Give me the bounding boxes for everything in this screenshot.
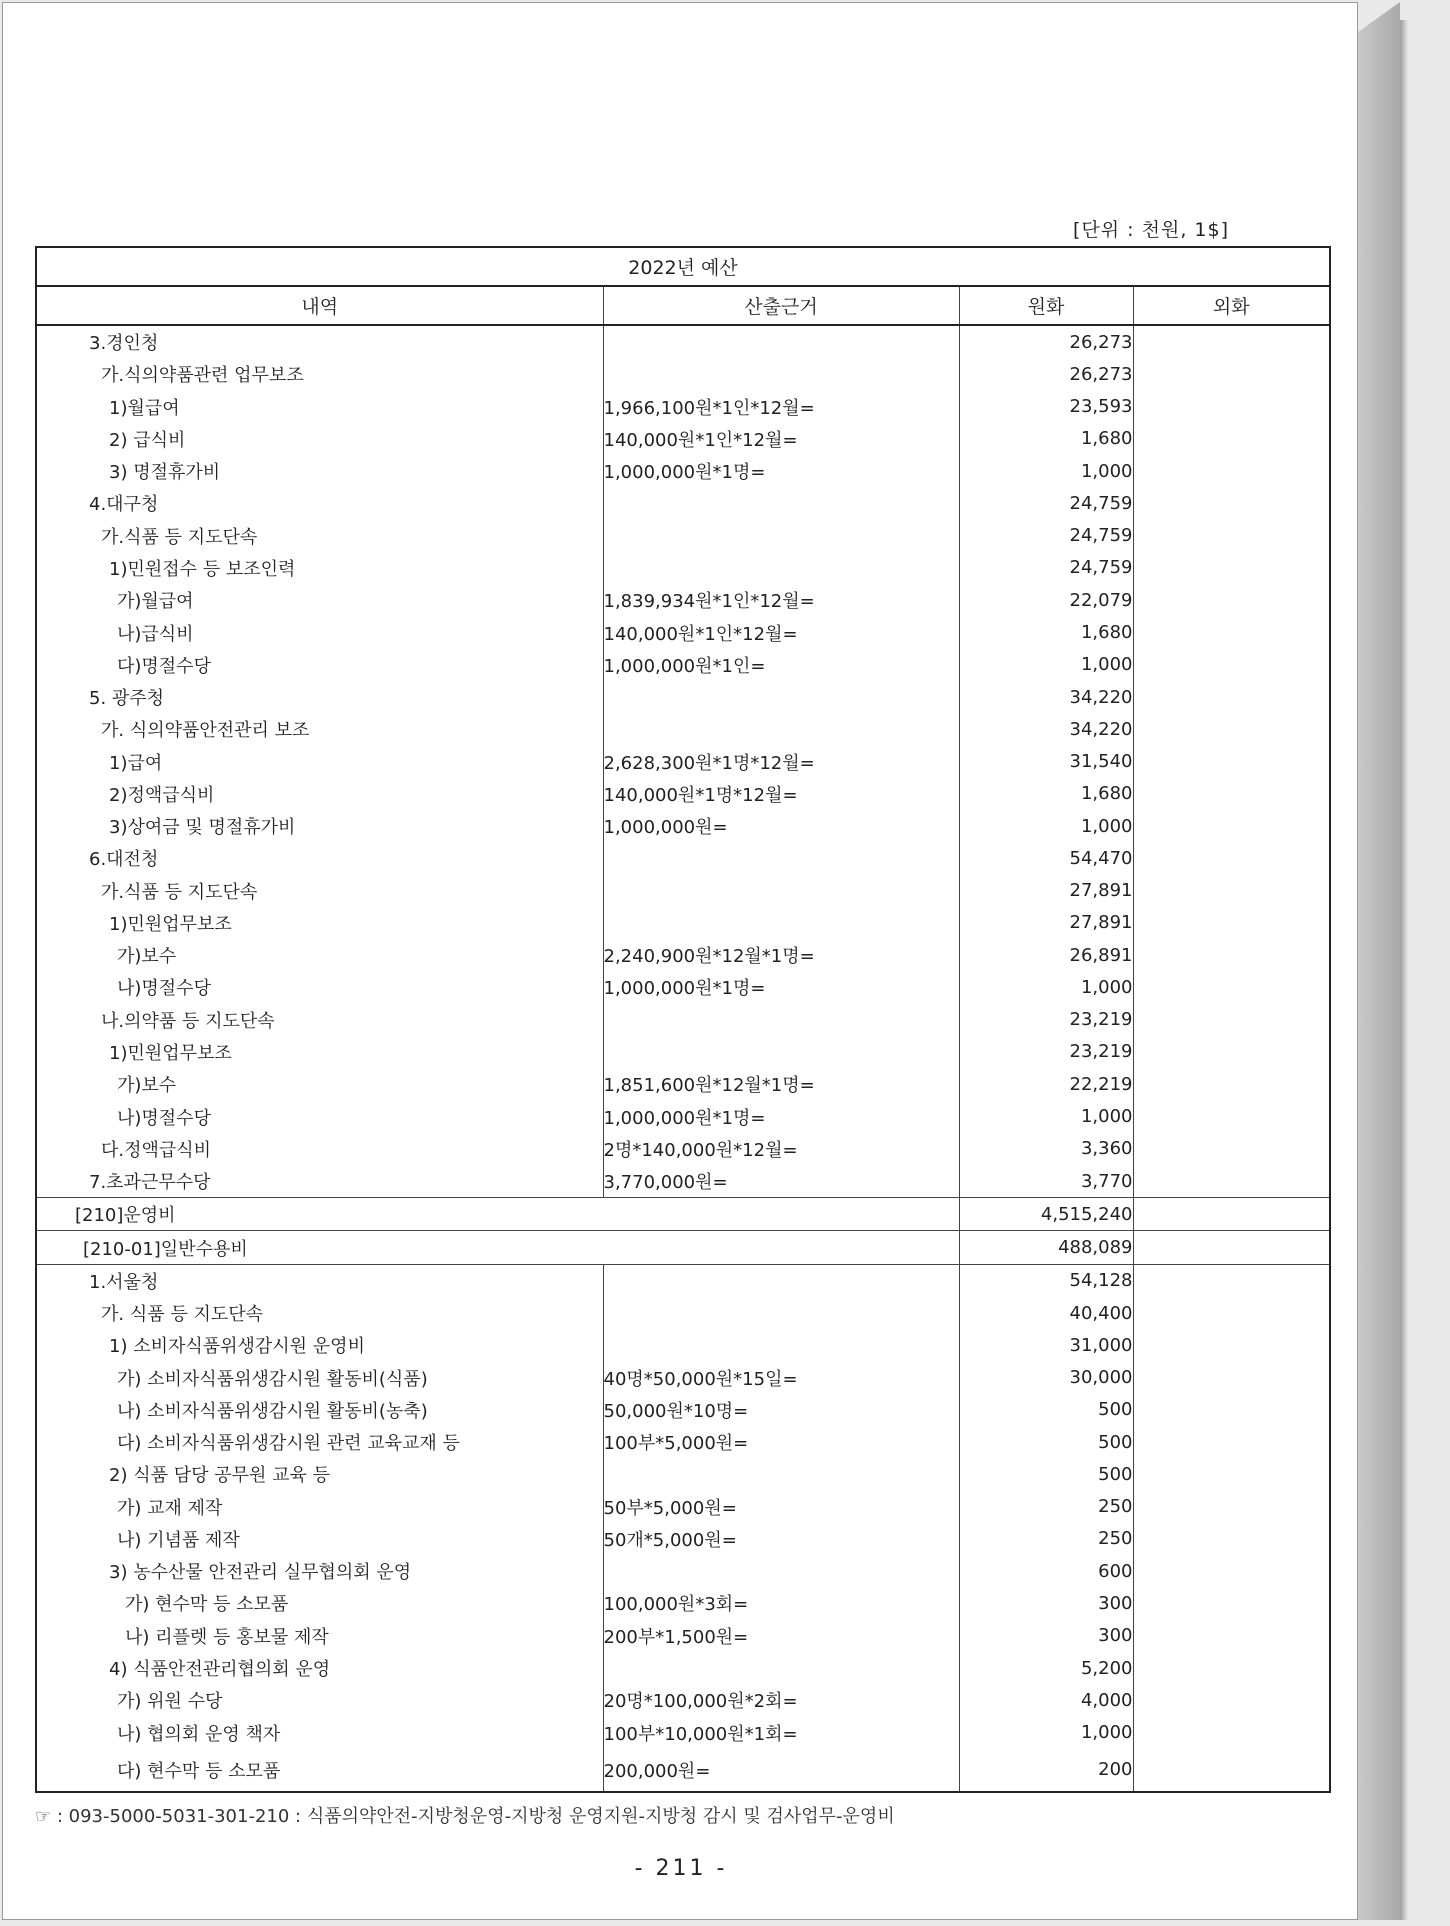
row-krw-amount: 54,128: [959, 1264, 1133, 1297]
row-krw-amount: 54,470: [959, 842, 1133, 874]
row-basis: [603, 713, 959, 745]
row-description: 다) 현수막 등 소모품: [36, 1749, 603, 1792]
table-row: [36, 358, 1330, 390]
row-krw-amount: 34,220: [959, 713, 1133, 745]
row-krw-amount: 23,219: [959, 1036, 1133, 1068]
row-basis: 1,851,600원*12월*1명=: [603, 1068, 959, 1100]
row-basis: 1,000,000원*1인=: [603, 649, 959, 681]
table-row: [36, 552, 1330, 584]
row-description: 가) 위원 수당: [36, 1684, 603, 1716]
row-description: 나)명절수당: [36, 1100, 603, 1132]
table-row: [36, 1100, 1330, 1132]
row-foreign-amount: [1133, 487, 1330, 519]
table-row: [36, 1426, 1330, 1458]
table-row: [36, 1004, 1330, 1036]
row-description: 3) 명절휴가비: [36, 455, 603, 487]
table-row: [36, 875, 1330, 907]
row-description: 가.식품 등 지도단속: [36, 520, 603, 552]
table-row: [36, 1362, 1330, 1394]
table-title-row: [36, 247, 1330, 286]
row-foreign-amount: [1133, 713, 1330, 745]
row-foreign-amount: [1133, 358, 1330, 390]
row-description: 6.대전청: [36, 842, 603, 874]
row-krw-amount: 22,219: [959, 1068, 1133, 1100]
row-basis: 1,000,000원*1명=: [603, 1100, 959, 1132]
row-basis: [603, 875, 959, 907]
row-description: 나) 리플렛 등 홍보물 제작: [36, 1620, 603, 1652]
row-basis: [603, 1004, 959, 1036]
row-krw-amount: 1,000: [959, 1100, 1133, 1132]
row-foreign-amount: [1133, 907, 1330, 939]
row-krw-amount: 31,540: [959, 745, 1133, 777]
row-basis: 100,000원*3회=: [603, 1587, 959, 1619]
table-row: [36, 1749, 1330, 1792]
row-krw-amount: 26,273: [959, 358, 1133, 390]
row-basis: 100부*5,000원=: [603, 1426, 959, 1458]
row-krw-amount: 300: [959, 1620, 1133, 1652]
row-description: 가) 현수막 등 소모품: [36, 1587, 603, 1619]
row-basis: 140,000원*1인*12월=: [603, 616, 959, 648]
row-foreign-amount: [1133, 325, 1330, 358]
row-foreign-amount: [1133, 1004, 1330, 1036]
row-basis: [603, 325, 959, 358]
table-row: [36, 1684, 1330, 1716]
row-description: 7.초과근무수당: [36, 1165, 603, 1198]
row-description: 1)월급여: [36, 391, 603, 423]
row-basis: [603, 1329, 959, 1361]
row-krw-amount: 3,360: [959, 1133, 1133, 1165]
page-edge-fold: [1358, 2, 1400, 32]
table-row: [36, 325, 1330, 358]
table-row: [36, 1652, 1330, 1684]
table-row: [36, 1036, 1330, 1068]
row-foreign-amount: [1133, 1458, 1330, 1490]
row-foreign-amount: [1133, 842, 1330, 874]
header-basis: 산출근거: [603, 286, 959, 325]
table-row: [36, 1458, 1330, 1490]
table-row: [36, 1491, 1330, 1523]
row-krw-amount: 24,759: [959, 487, 1133, 519]
table-row: [36, 1523, 1330, 1555]
row-foreign-amount: [1133, 745, 1330, 777]
row-krw-amount: 27,891: [959, 875, 1133, 907]
budget-table: [35, 246, 1331, 1793]
row-krw-amount: 22,079: [959, 584, 1133, 616]
row-basis: [603, 487, 959, 519]
row-description: 가. 식품 등 지도단속: [36, 1297, 603, 1329]
row-krw-amount: 23,219: [959, 1004, 1133, 1036]
row-description: [210]운영비: [36, 1198, 959, 1231]
row-krw-amount: 24,759: [959, 520, 1133, 552]
row-description: 가) 소비자식품위생감시원 활동비(식품): [36, 1362, 603, 1394]
table-row: [36, 971, 1330, 1003]
row-foreign-amount: [1133, 810, 1330, 842]
row-foreign-amount: [1133, 649, 1330, 681]
table-row: [36, 1329, 1330, 1361]
row-foreign-amount: [1133, 1426, 1330, 1458]
row-basis: 1,966,100원*1인*12월=: [603, 391, 959, 423]
row-basis: 50부*5,000원=: [603, 1491, 959, 1523]
row-description: 1)민원업무보조: [36, 907, 603, 939]
row-krw-amount: 23,593: [959, 391, 1133, 423]
row-basis: [603, 681, 959, 713]
table-row: [36, 745, 1330, 777]
row-krw-amount: 30,000: [959, 1362, 1133, 1394]
table-row: [36, 810, 1330, 842]
table-title: 2022년 예산: [36, 247, 1330, 286]
row-description: 1)급여: [36, 745, 603, 777]
row-foreign-amount: [1133, 584, 1330, 616]
table-row: [36, 939, 1330, 971]
row-foreign-amount: [1133, 423, 1330, 455]
row-basis: 200부*1,500원=: [603, 1620, 959, 1652]
row-description: 3) 농수산물 안전관리 실무협의회 운영: [36, 1555, 603, 1587]
table-row: [36, 907, 1330, 939]
table-row: [36, 1231, 1330, 1264]
row-basis: [603, 1652, 959, 1684]
table-row: [36, 455, 1330, 487]
row-krw-amount: 1,000: [959, 455, 1133, 487]
row-description: 3)상여금 및 명절휴가비: [36, 810, 603, 842]
table-row: [36, 1620, 1330, 1652]
row-basis: 2,628,300원*1명*12월=: [603, 745, 959, 777]
row-foreign-amount: [1133, 1749, 1330, 1792]
row-krw-amount: 31,000: [959, 1329, 1133, 1361]
row-description: 가.식품 등 지도단속: [36, 875, 603, 907]
row-krw-amount: 1,680: [959, 778, 1133, 810]
row-basis: [603, 1264, 959, 1297]
row-foreign-amount: [1133, 1620, 1330, 1652]
row-description: 가)월급여: [36, 584, 603, 616]
table-row: [36, 1198, 1330, 1231]
table-row: [36, 778, 1330, 810]
row-foreign-amount: [1133, 681, 1330, 713]
row-krw-amount: 26,891: [959, 939, 1133, 971]
row-description: 2) 급식비: [36, 423, 603, 455]
row-foreign-amount: [1133, 875, 1330, 907]
row-krw-amount: 488,089: [959, 1231, 1133, 1264]
header-description: 내역: [36, 286, 603, 325]
row-krw-amount: 500: [959, 1394, 1133, 1426]
row-basis: 1,000,000원*1명=: [603, 455, 959, 487]
table-row: [36, 391, 1330, 423]
row-foreign-amount: [1133, 1587, 1330, 1619]
row-description: 1.서울청: [36, 1264, 603, 1297]
table-row: [36, 681, 1330, 713]
row-foreign-amount: [1133, 616, 1330, 648]
row-krw-amount: 200: [959, 1749, 1133, 1792]
table-row: [36, 1165, 1330, 1198]
row-foreign-amount: [1133, 520, 1330, 552]
row-basis: [603, 1297, 959, 1329]
table-header-row: [36, 286, 1330, 325]
row-krw-amount: 1,000: [959, 1716, 1133, 1748]
row-basis: 20명*100,000원*2회=: [603, 1684, 959, 1716]
row-foreign-amount: [1133, 1555, 1330, 1587]
row-basis: 140,000원*1명*12월=: [603, 778, 959, 810]
row-foreign-amount: [1133, 971, 1330, 1003]
row-foreign-amount: [1133, 1165, 1330, 1198]
row-basis: 140,000원*1인*12월=: [603, 423, 959, 455]
table-row: [36, 842, 1330, 874]
unit-label: [단위 : 천원, 1$]: [1073, 219, 1229, 241]
table-row: [36, 1264, 1330, 1297]
row-foreign-amount: [1133, 1297, 1330, 1329]
row-foreign-amount: [1133, 1100, 1330, 1132]
page-edge: [1358, 2, 1400, 1920]
row-krw-amount: 1,000: [959, 971, 1133, 1003]
row-krw-amount: 34,220: [959, 681, 1133, 713]
row-basis: [603, 907, 959, 939]
table-row: [36, 1555, 1330, 1587]
row-foreign-amount: [1133, 778, 1330, 810]
row-foreign-amount: [1133, 1394, 1330, 1426]
row-basis: 1,839,934원*1인*12월=: [603, 584, 959, 616]
row-foreign-amount: [1133, 1716, 1330, 1748]
row-foreign-amount: [1133, 391, 1330, 423]
row-description: [210-01]일반수용비: [36, 1231, 959, 1264]
row-foreign-amount: [1133, 1036, 1330, 1068]
row-foreign-amount: [1133, 1068, 1330, 1100]
row-basis: 2명*140,000원*12월=: [603, 1133, 959, 1165]
header-foreign: 외화: [1133, 286, 1330, 325]
row-krw-amount: 4,000: [959, 1684, 1133, 1716]
row-description: 다) 소비자식품위생감시원 관련 교육교재 등: [36, 1426, 603, 1458]
row-description: 나) 소비자식품위생감시원 활동비(농축): [36, 1394, 603, 1426]
row-krw-amount: 1,000: [959, 649, 1133, 681]
row-description: 나) 협의회 운영 책자: [36, 1716, 603, 1748]
row-basis: [603, 552, 959, 584]
row-krw-amount: 1,680: [959, 616, 1133, 648]
row-description: 나)명절수당: [36, 971, 603, 1003]
row-description: 2) 식품 담당 공무원 교육 등: [36, 1458, 603, 1490]
row-basis: [603, 358, 959, 390]
row-description: 5. 광주청: [36, 681, 603, 713]
table-row: [36, 616, 1330, 648]
row-foreign-amount: [1133, 1133, 1330, 1165]
row-foreign-amount: [1133, 1491, 1330, 1523]
row-krw-amount: 600: [959, 1555, 1133, 1587]
header-krw: 원화: [959, 286, 1133, 325]
row-description: 3.경인청: [36, 325, 603, 358]
table-row: [36, 1297, 1330, 1329]
table-row: [36, 649, 1330, 681]
row-description: 가)보수: [36, 1068, 603, 1100]
row-foreign-amount: [1133, 939, 1330, 971]
row-basis: [603, 842, 959, 874]
row-description: 나)급식비: [36, 616, 603, 648]
row-basis: [603, 1458, 959, 1490]
row-krw-amount: 24,759: [959, 552, 1133, 584]
row-basis: 50,000원*10명=: [603, 1394, 959, 1426]
row-krw-amount: 40,400: [959, 1297, 1133, 1329]
row-description: 1)민원업무보조: [36, 1036, 603, 1068]
row-basis: 1,000,000원*1명=: [603, 971, 959, 1003]
row-description: 나) 기념품 제작: [36, 1523, 603, 1555]
row-foreign-amount: [1133, 1652, 1330, 1684]
table-row: [36, 1394, 1330, 1426]
row-foreign-amount: [1133, 455, 1330, 487]
page-edge-shadow: [1400, 20, 1408, 1920]
row-basis: 200,000원=: [603, 1749, 959, 1792]
row-description: 가) 교재 제작: [36, 1491, 603, 1523]
row-description: 1) 소비자식품위생감시원 운영비: [36, 1329, 603, 1361]
row-krw-amount: 4,515,240: [959, 1198, 1133, 1231]
row-krw-amount: 250: [959, 1491, 1133, 1523]
footnote: ☞ : 093-5000-5031-301-210 : 식품의약안전-지방청운영-지방청 운영지원-지방청 감시 및 검사업무-운영비: [35, 1806, 895, 1827]
row-krw-amount: 1,000: [959, 810, 1133, 842]
row-krw-amount: 500: [959, 1458, 1133, 1490]
row-krw-amount: 5,200: [959, 1652, 1133, 1684]
row-description: 나.의약품 등 지도단속: [36, 1004, 603, 1036]
row-krw-amount: 300: [959, 1587, 1133, 1619]
table-row: [36, 713, 1330, 745]
row-foreign-amount: [1133, 1329, 1330, 1361]
row-description: 가. 식의약품안전관리 보조: [36, 713, 603, 745]
row-foreign-amount: [1133, 1264, 1330, 1297]
row-description: 다.정액급식비: [36, 1133, 603, 1165]
row-foreign-amount: [1133, 1684, 1330, 1716]
row-krw-amount: 1,680: [959, 423, 1133, 455]
row-foreign-amount: [1133, 552, 1330, 584]
row-basis: 2,240,900원*12월*1명=: [603, 939, 959, 971]
table-row: [36, 1133, 1330, 1165]
row-basis: 3,770,000원=: [603, 1165, 959, 1198]
row-krw-amount: 3,770: [959, 1165, 1133, 1198]
row-basis: 1,000,000원=: [603, 810, 959, 842]
table-row: [36, 1716, 1330, 1748]
row-foreign-amount: [1133, 1198, 1330, 1231]
table-row: [36, 584, 1330, 616]
row-krw-amount: 27,891: [959, 907, 1133, 939]
page-number: - 211 -: [634, 1856, 728, 1881]
row-description: 4) 식품안전관리협의회 운영: [36, 1652, 603, 1684]
row-basis: 50개*5,000원=: [603, 1523, 959, 1555]
row-description: 4.대구청: [36, 487, 603, 519]
row-krw-amount: 500: [959, 1426, 1133, 1458]
row-description: 다)명절수당: [36, 649, 603, 681]
row-basis: 100부*10,000원*1회=: [603, 1716, 959, 1748]
row-basis: 40명*50,000원*15일=: [603, 1362, 959, 1394]
table-row: [36, 520, 1330, 552]
table-row: [36, 487, 1330, 519]
row-description: 가)보수: [36, 939, 603, 971]
document-page: [2, 2, 1358, 1920]
row-basis: [603, 1555, 959, 1587]
table-row: [36, 423, 1330, 455]
row-description: 1)민원접수 등 보조인력: [36, 552, 603, 584]
row-krw-amount: 250: [959, 1523, 1133, 1555]
table-row: [36, 1068, 1330, 1100]
row-basis: [603, 520, 959, 552]
table-row: [36, 1587, 1330, 1619]
row-description: 2)정액급식비: [36, 778, 603, 810]
row-krw-amount: 26,273: [959, 325, 1133, 358]
row-foreign-amount: [1133, 1362, 1330, 1394]
row-foreign-amount: [1133, 1523, 1330, 1555]
row-description: 가.식의약품관련 업무보조: [36, 358, 603, 390]
row-basis: [603, 1036, 959, 1068]
row-foreign-amount: [1133, 1231, 1330, 1264]
